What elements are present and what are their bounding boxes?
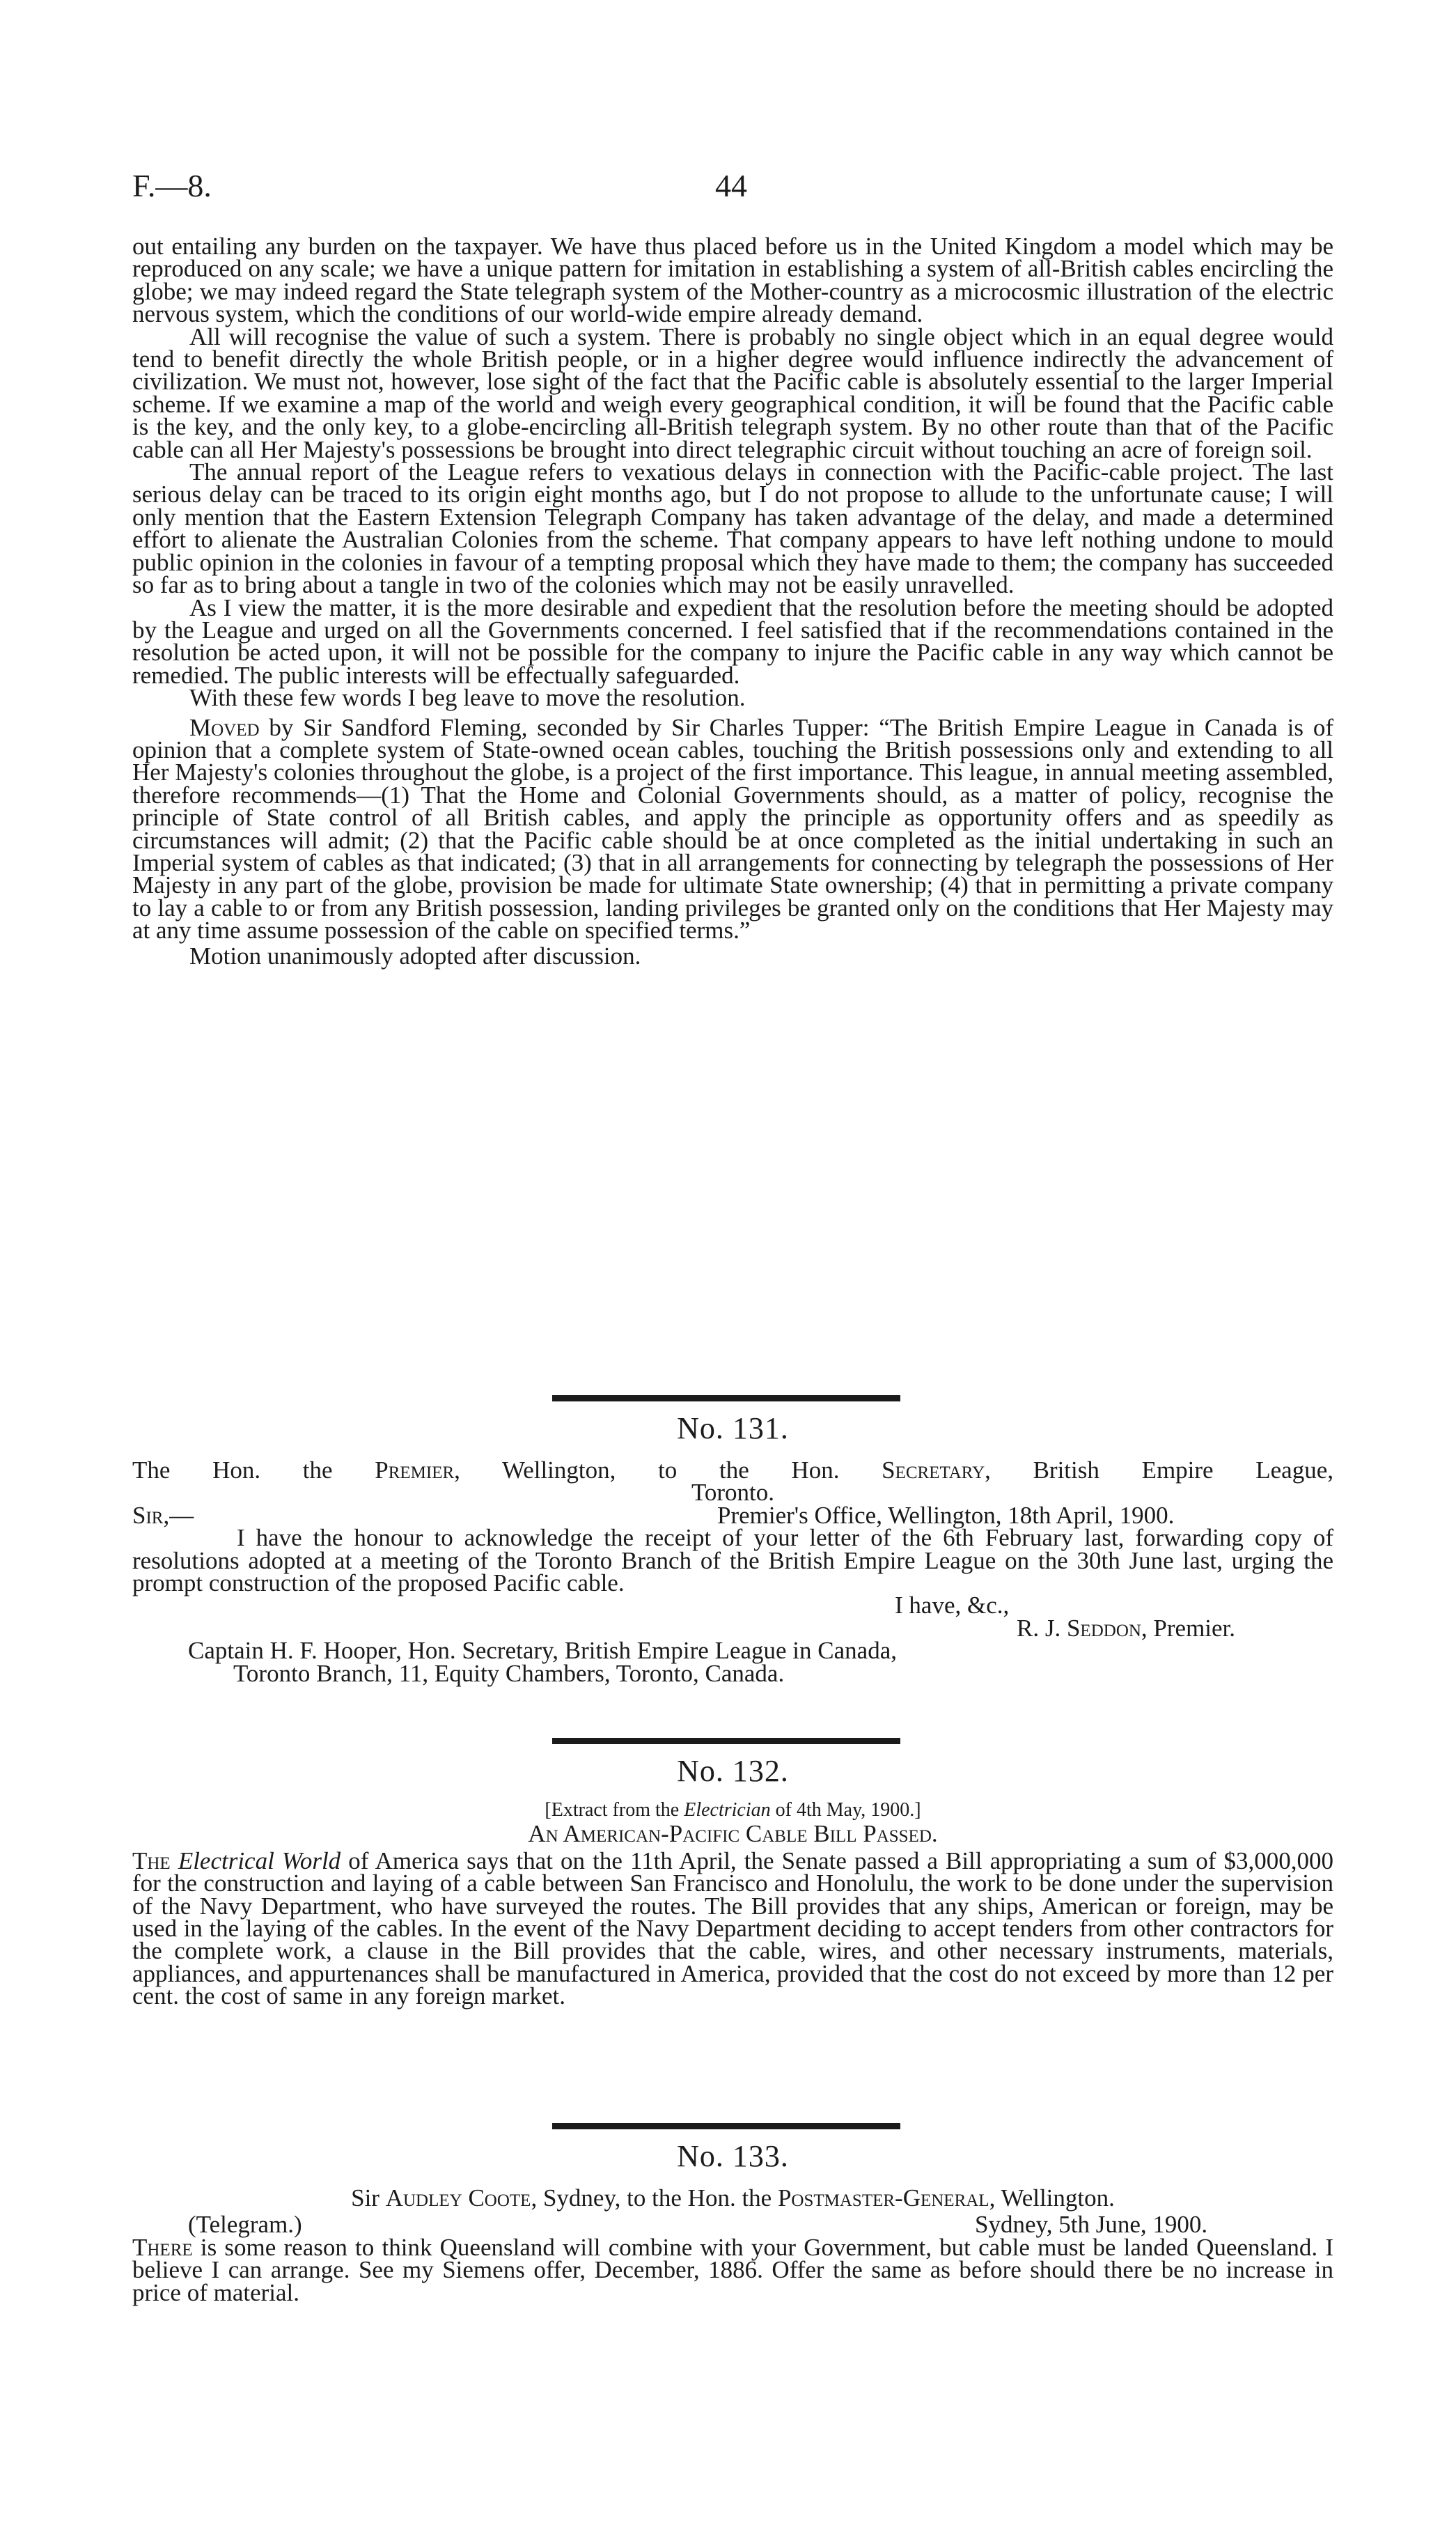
paragraph: The annual report of the League refers to vexatious delays in connection with the Pacific-cable project. The last serious delay can be traced to its origin eight months ago, but I do not propose to allude to the unfortunate cause; I will only mention that the Eastern Extension Telegraph Company has taken advantage of the delay, and made a determined effort to alienate the Australian Colonies from the scheme. That company appears to have left nothing undone to mould public opinion in the colonies in favour of a tempting proposal which they have made to them; the company has succeeded so far as to bring about a tangle in two of the colonies which may not be easily unravelled.: [132, 458, 1333, 599]
extract-132: [132, 1799, 1333, 2008]
motion-lead: Moved: [189, 713, 260, 741]
paragraph: out entailing any burden on the taxpayer. We have thus placed before us in the United Kingdom a model which may be reproduced on any scale; we have a unique pattern for imitation in establishing a system of all-British cables encircling the globe; we may indeed regard the State telegraph system of the Mother-country as a microcosmic illustration of the electric nervous system, which the conditions of our world-wide empire already demand.: [132, 233, 1333, 328]
telegram-body: There is some reason to think Queensland will combine with your Government, but cable must be landed Queensland. I believe I can arrange. See my Siemens offer, December, 1886. Offer the same as before should there be no increase in price of material.: [132, 2233, 1333, 2306]
letter-address: The Hon. the Premier, Wellington, to the Hon. Secretary, British Empire League,: [132, 1456, 1333, 1484]
signature: R. J. Seddon, Premier.: [1017, 1614, 1236, 1642]
letter-131: [132, 1456, 1333, 1687]
section-heading-133: No. 133.: [677, 2139, 789, 2173]
telegram-133: [132, 2184, 1333, 2306]
recipient: Captain H. F. Hooper, Hon. Secretary, British Empire League in Canada,: [188, 1637, 897, 1665]
section-rule: [552, 1395, 900, 1401]
section-heading-131: No. 131.: [677, 1411, 789, 1445]
place-date: Sydney, 5th June, 1900.: [975, 2211, 1208, 2239]
series-label: F.—8.: [132, 168, 212, 203]
page-header: [132, 167, 1330, 216]
letter-address-city: Toronto.: [691, 1479, 775, 1507]
paragraph: All will recognise the value of such a system. There is probably no single object which in an equal degree would tend to benefit directly the whole British people, or in a higher degree would influence indirectly the advancement of civilization. We must not, however, lose sight of the fact that the Pacific cable is absolutely essential to the larger Imperial scheme. If we examine a map of the world and weigh every geographical condition, it will be found that the Pacific cable is the key, and the only key, to a globe-encircling all-British telegraph system. By no other route than that of the Pacific cable can all Her Majesty's possessions be brought into direct telegraphic circuit without touching an acre of foreign soil.: [132, 322, 1333, 463]
extract-body: The Electrical World of America says that on the 11th April, the Senate passed a Bill appropriating a sum of $3,000,000 for the construction and laying of a cable between San Francisco and Honolulu, the work to be done under the supervision of the Navy Department, who have surveyed the routes. The Bill provides that any ships, American or foreign, may be used in the laying of the cables. In the event of the Navy Department deciding to accept tenders from other contractors for the complete work, a clause in the Bill provides that the cable, wires, and other necessary instruments, materials, appliances, and appurtenances shall be manufactured in America, provided that the cost do not exceed by more than 12 per cent. the cost of same in any foreign market.: [132, 1847, 1334, 2010]
section-rule: [552, 1738, 900, 1744]
place-date: Premier's Office, Wellington, 18th April, 1900.: [717, 1501, 1175, 1529]
section-heading-132: No. 132.: [677, 1754, 789, 1788]
recipient-address: Toronto Branch, 11, Equity Chambers, Toronto, Canada.: [233, 1659, 785, 1687]
extract-source: [Extract from the Electrician of 4th May, 1900.]: [545, 1799, 921, 1821]
extract-title: An American-Pacific Cable Bill Passed.: [528, 1820, 938, 1848]
motion-paragraph: [132, 713, 1333, 945]
salutation-line: [132, 1501, 1333, 1529]
closing: I have, &c.,: [895, 1592, 1010, 1619]
paragraph: As I view the matter, it is the more desirable and expedient that the resolution before the meeting should be adopted by the League and urged on all the Governments concerned. I feel satisfied that if the recommendations contained in the resolution be acted upon, it will not be possible for the company to injure the Pacific cable in any way which cannot be remedied. The public interests will be effectually safeguarded.: [132, 593, 1333, 689]
page-number: 44: [715, 168, 747, 203]
motion-text: by Sir Sandford Fleming, seconded by Sir Charles Tupper: “The British Empire League in Canada is of opinion that a complete system of State-owned ocean cables, touching the British possessions only and extending to all Her Majesty's colonies throughout the globe, is a project of the first importance. This league, in annual meeting assembled, therefore recommends—(1) That the Home and Colonial Governments should, as a matter of policy, recognise the principle of State control of all British cables, and apply the principle as opportunity offers and as speedily as circumstances will admit; (2) that the Pacific cable should be at once completed as the initial undertaking in such an Imperial system of cables as that indicated; (3) that in all arrangements for connecting by telegraph the possessions of Her Majesty in any part of the globe, provision be made for ultimate State ownership; (4) that in permitting a private company to lay a cable to or from any British possession, landing privileges be granted only on the conditions that Her Majesty may at any time assume possession of the cable on specified terms.”: [132, 713, 1333, 945]
letter-body: I have the honour to acknowledge the receipt of your letter of the 6th February last, forwarding copy of resolutions adopted at a meeting of the Toronto Branch of the British Empire League on the 30th June last, urging the prompt construction of the proposed Pacific cable.: [132, 1524, 1333, 1597]
paragraph: With these few words I beg leave to move the resolution.: [189, 684, 746, 712]
motion-result: Motion unanimously adopted after discussion.: [189, 942, 641, 970]
telegram-label: (Telegram.): [188, 2211, 302, 2239]
signature-line: [132, 1614, 1333, 1642]
section-rule: [552, 2123, 900, 2129]
telegram-line: [132, 2211, 1333, 2239]
telegram-address: Sir Audley Coote, Sydney, to the Hon. the Postmaster-General, Wellington.: [351, 2184, 1115, 2212]
salutation: Sir,—: [132, 1501, 194, 1529]
intro-text: [132, 233, 1333, 970]
